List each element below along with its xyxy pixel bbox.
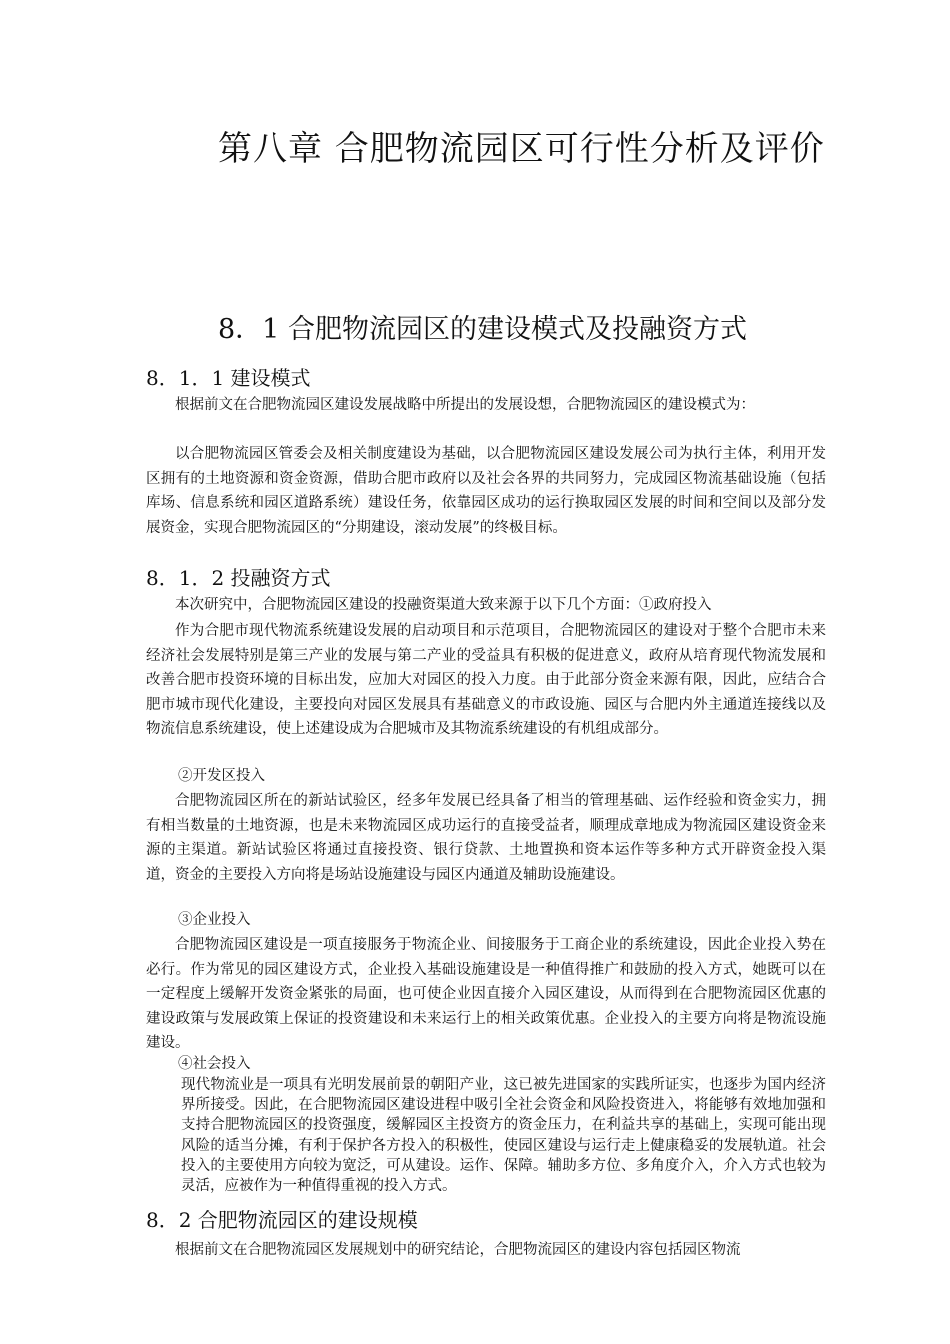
label-development-zone-investment: ②开发区投入 [178, 768, 265, 784]
paragraph-development-zone-investment: 合肥物流园区所在的新站试验区，经多年发展已经具备了相当的管理基础、运作经验和资金实力，拥有相当数量的土地资源，也是未来物流园区成功运行的直接受益者，顺理成章地成为物流园区建设资金来源的主渠道。新站试验区将通过直接投资、银行贷款、土地置换和资本运作等多种方式开辟资金投入渠道，资金的主要投入方向将是场站设施建设与园区内通道及辅助设施建设。 [146, 793, 826, 883]
paragraph-construction-mode-intro: 根据前文在合肥物流园区建设发展战略中所提出的发展设想，合肥物流园区的建设模式为： [175, 397, 755, 413]
label-enterprise-investment: ③企业投入 [178, 912, 251, 928]
chapter-title: 第八章 合肥物流园区可行性分析及评价 [218, 129, 825, 169]
paragraph-government-investment: 作为合肥市现代物流系统建设发展的启动项目和示范项目，合肥物流园区的建设对于整个合肥市未来经济社会发展特别是第三产业的发展与第二产业的受益具有积极的促进意义，政府从培育现代物流发展和改善合肥市投资环境的目标出发，应加大对园区的投入力度。由于此部分资金来源有限，因此，应结合合肥市城市现代化建设，主要投向对园区发展具有基础意义的市政设施、园区与合肥内外主通道连接线以及物流信息系统建设，使上述建设成为合肥城市及其物流系统建设的有机组成部分。 [146, 623, 826, 737]
label-social-investment: ④社会投入 [178, 1056, 251, 1072]
paragraph-social-investment: 现代物流业是一项具有光明发展前景的朝阳产业，这已被先进国家的实践所证实，也逐步为国内经济界所接受。因此，在合肥物流园区建设进程中吸引全社会资金和风险投资进入，将能够有效地加强和支持合肥物流园区的投资强度，缓解园区主投资方的资金压力，在利益共享的基础上，实现可能出现风险的适当分摊，有利于保护各方投入的积极性，使园区建设与运行走上健康稳妥的发展轨道。社会投入的主要使用方向较为宽泛，可从建设。运作、保障。辅助多方位、多角度介入，介入方式也较为灵活，应被作为一种值得重视的投入方式。 [181, 1077, 826, 1195]
subsection-8-1-2-heading: 8．1．2 投融资方式 [146, 566, 331, 590]
paragraph-financing-intro: 本次研究中，合肥物流园区建设的投融资渠道大致来源于以下几个方面：①政府投入 [175, 597, 712, 613]
section-8-2-heading: 8．2 合肥物流园区的建设规模 [146, 1208, 418, 1232]
paragraph-enterprise-investment: 合肥物流园区建设是一项直接服务于物流企业、间接服务于工商企业的系统建设，因此企业投入势在必行。作为常见的园区建设方式，企业投入基础设施建设是一种值得推广和鼓励的投入方式，她既可以在一定程度上缓解开发资金紧张的局面，也可使企业因直接介入园区建设，从而得到在合肥物流园区优惠的建设政策与发展政策上保证的投资建设和未来运行上的相关政策优惠。企业投入的主要方向将是物流设施建设。 [146, 937, 826, 1051]
subsection-8-1-1-heading: 8．1．1 建设模式 [146, 366, 311, 390]
section-8-1-title: 8．1 合肥物流园区的建设模式及投融资方式 [218, 314, 747, 345]
paragraph-construction-scale: 根据前文在合肥物流园区发展规划中的研究结论，合肥物流园区的建设内容包括园区物流 [175, 1242, 741, 1258]
paragraph-construction-mode-body: 以合肥物流园区管委会及相关制度建设为基础，以合肥物流园区建设发展公司为执行主体，利用开发区拥有的土地资源和资金资源，借助合肥市政府以及社会各界的共同努力，完成园区物流基础设施（包括库场、信息系统和园区道路系统）建设任务，依靠园区成功的运行换取园区发展的时间和空间以及部分发展资金，实现合肥物流园区的“分期建设，滚动发展”的终极目标。 [146, 446, 826, 536]
